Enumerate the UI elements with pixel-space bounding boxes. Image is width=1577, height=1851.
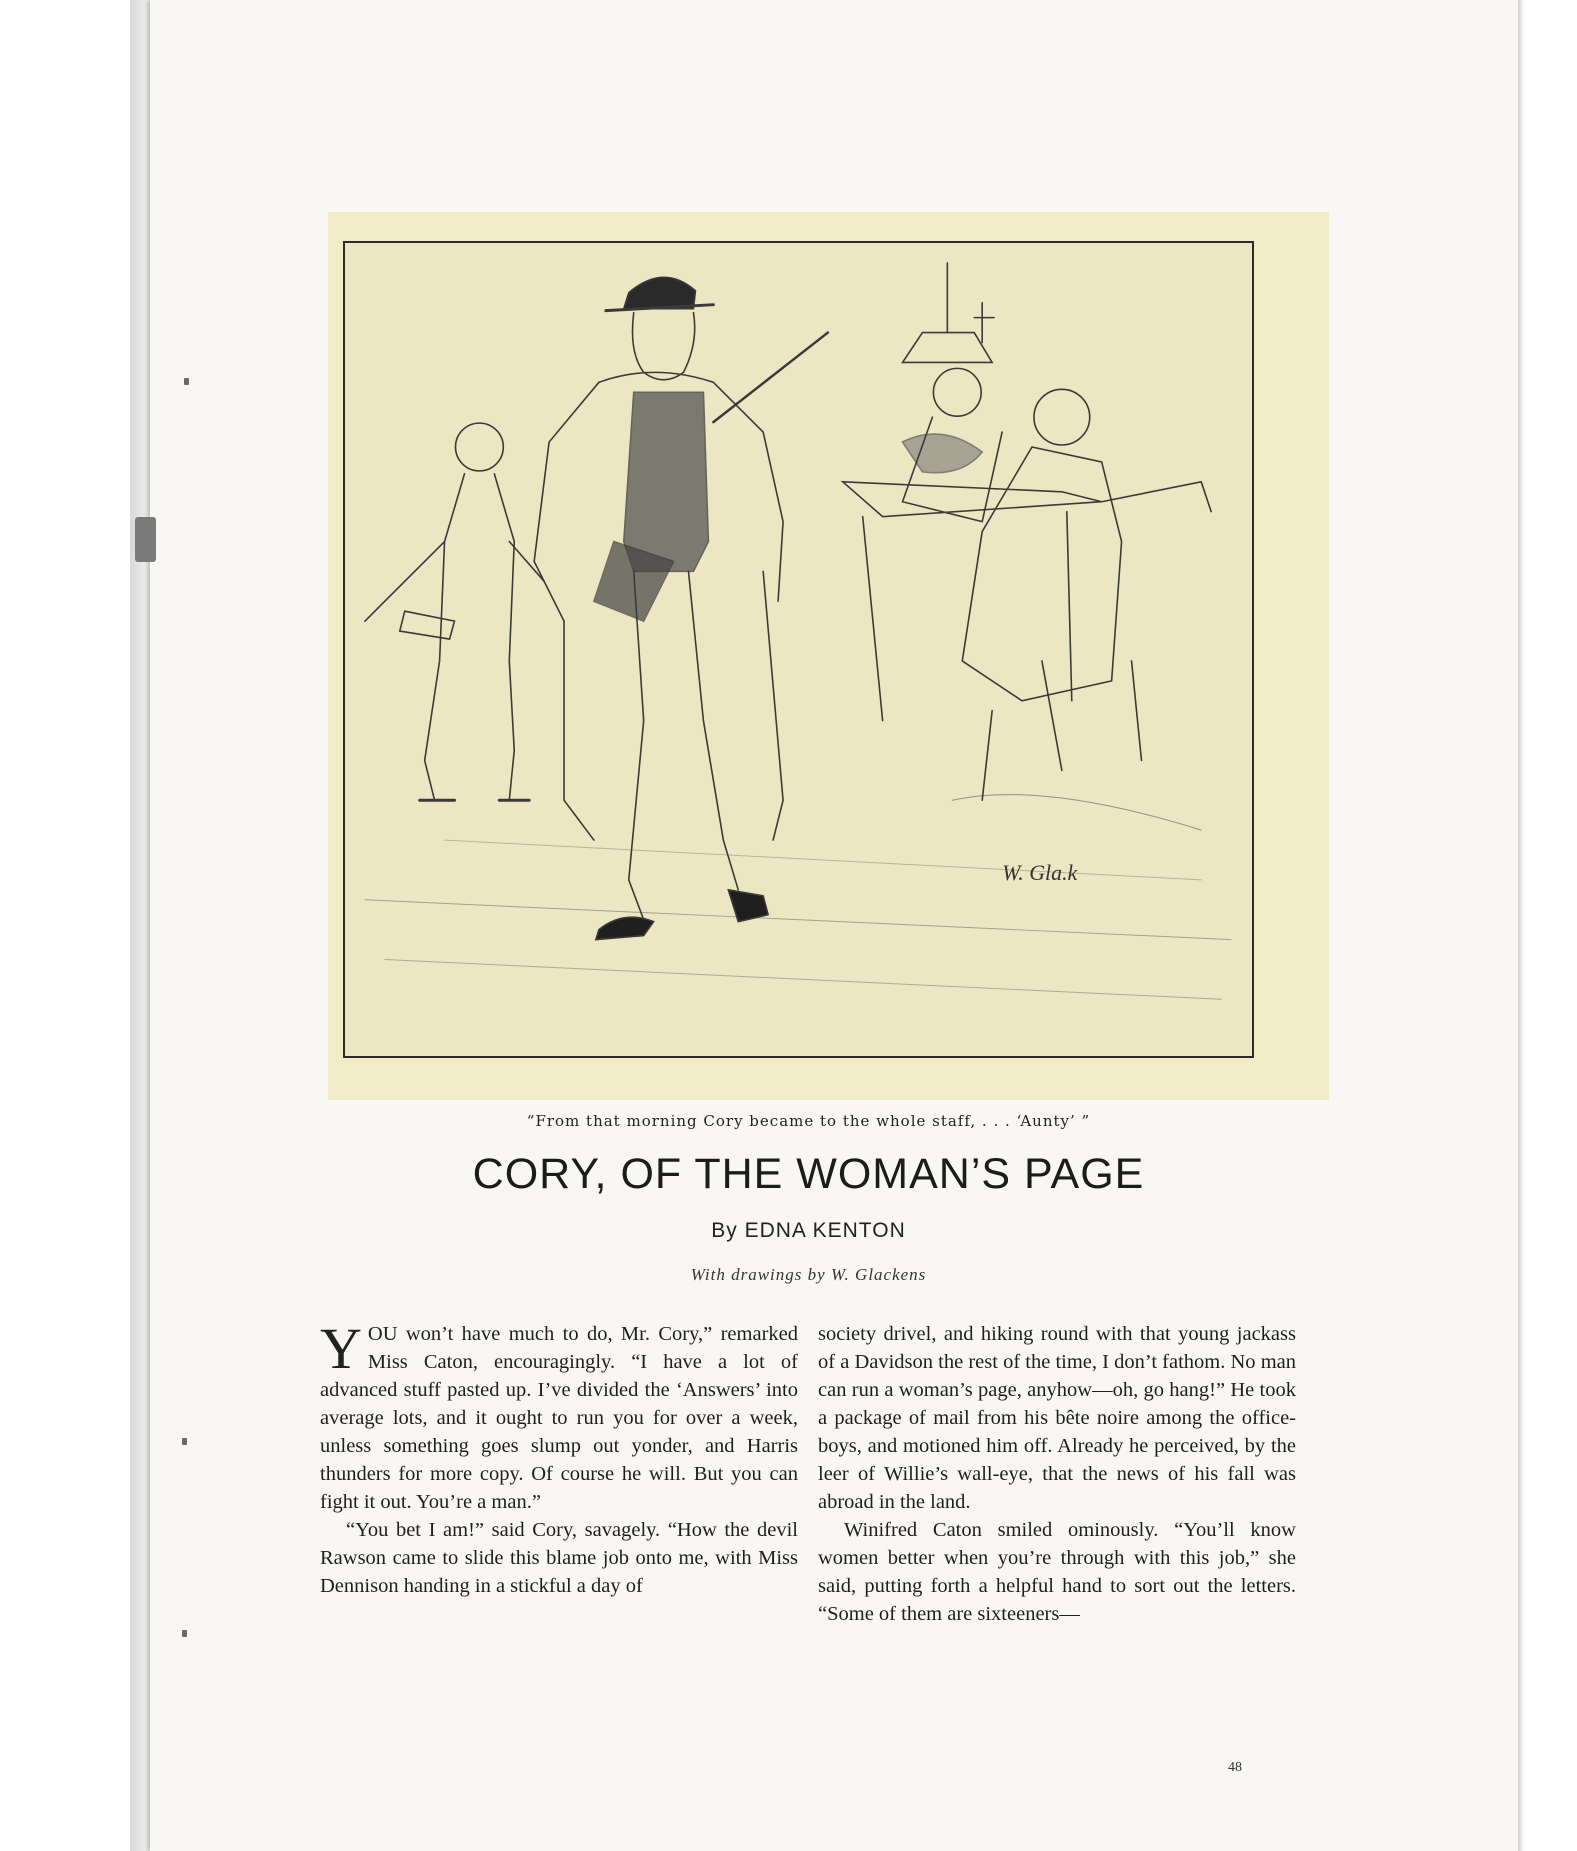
drop-cap: Y	[320, 1316, 362, 1381]
drawings-credit: With drawings by W. Glackens	[690, 1265, 927, 1284]
page-edge	[1518, 0, 1524, 1851]
paragraph: Winifred Caton smiled ominously. “You’ll know women better when you’re through with this job,” she said, putting forth a helpful hand to sort out the letters. “Some of them are sixteeners—	[818, 1519, 1296, 1625]
binding-hole	[184, 378, 189, 385]
illustration	[343, 241, 1254, 1058]
article-byline: By EDNA KENTON	[711, 1219, 906, 1242]
binding-hole	[182, 1630, 187, 1637]
artist-signature: W. Gla.k	[1002, 859, 1078, 885]
paragraph-text: OU won’t have much to do, Mr. Cory,” remarked Miss Caton, encouragingly. “I have a lot of advanced stuff pasted up. I’ve divided the ‘Answers’ into average lots, and it ought to run you for over a week, unless something goes slump out yonder, and Harris thunders for more copy. Of course he will. But you can fight it out. You’re a man.”	[320, 1323, 798, 1513]
paragraph: society drivel, and hiking round with that young jackass of a Davidson the rest of the time, I don’t fathom. No man can run a woman’s page, anyhow—oh, go hang!” He took a package of mail from his bête noire among the office-boys, and motioned him off. Already he perceived, by the leer of Willie’s wall-eye, that the news of his fall was abroad in the land.	[818, 1323, 1296, 1513]
page-number: 48	[1228, 1760, 1242, 1775]
pencil-sketch-image	[345, 243, 1252, 1056]
binding-hole	[182, 1438, 187, 1445]
text-column-left	[320, 1316, 798, 1600]
article-title: CORY, OF THE WOMAN’S PAGE	[472, 1150, 1145, 1198]
text-column-right	[818, 1320, 1296, 1628]
paragraph: “You bet I am!” said Cory, savagely. “How the devil Rawson came to slide this blame job onto me, with Miss Dennison handing in a stickful a day of	[320, 1519, 798, 1597]
binding-tab	[135, 517, 156, 562]
illustration-caption: “From that morning Cory became to the whole staff, . . . ‘Aunty’ ”	[526, 1112, 1091, 1130]
paragraph	[320, 1316, 798, 1516]
